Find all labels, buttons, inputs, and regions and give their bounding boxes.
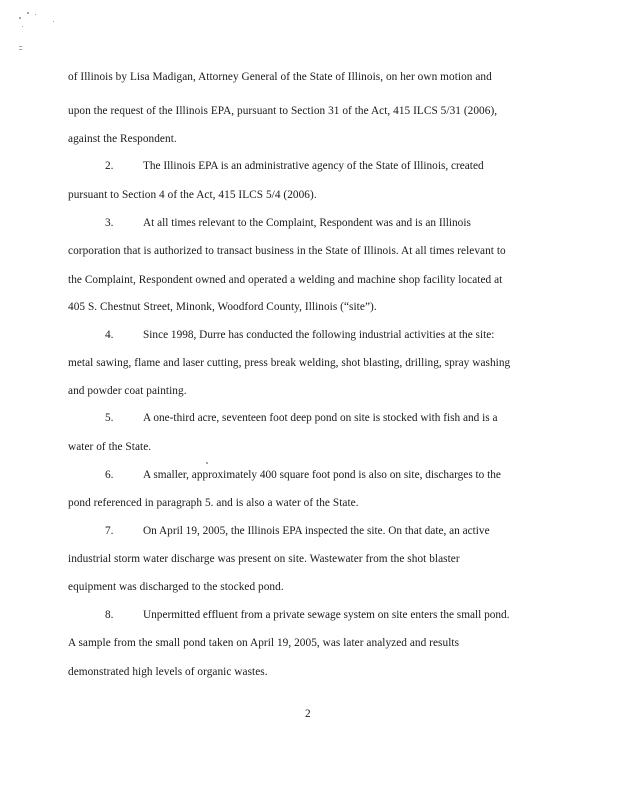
paragraph-first-line: Since 1998, Durre has conducted the following industrial activities at the site: (143, 329, 495, 341)
scan-speck (19, 46, 22, 47)
paragraph-number: 7. (105, 525, 114, 537)
paragraph-first-line: On April 19, 2005, the Illinois EPA inspected the site. On that date, an active (143, 525, 490, 537)
paragraph-line: the Complaint, Respondent owned and operated a welding and machine shop facility located at (68, 274, 503, 286)
paragraph-line: and powder coat painting. (68, 385, 187, 397)
scan-speck (27, 12, 29, 14)
paragraph-line: pond referenced in paragraph 5. and is also a water of the State. (68, 497, 359, 509)
scan-speck (35, 14, 36, 15)
paragraph-number: 8. (105, 609, 114, 621)
paragraph-line: corporation that is authorized to transact business in the State of Illinois. At all times relevant to (68, 245, 506, 257)
paragraph-number: 6. (105, 469, 114, 481)
paragraph-line: water of the State. (68, 441, 152, 453)
paragraph-first-line: Unpermitted effluent from a private sewage system on site enters the small pond. (143, 609, 510, 621)
page-number: 2 (305, 708, 311, 720)
scan-speck (19, 17, 21, 19)
paragraph-number: 3. (105, 217, 114, 229)
intro-line: upon the request of the Illinois EPA, pursuant to Section 31 of the Act, 415 ILCS 5/31 (2006), (68, 105, 498, 117)
paragraph-number: 5. (105, 412, 114, 424)
intro-line: against the Respondent. (68, 133, 177, 145)
paragraph-line: metal sawing, flame and laser cutting, press break welding, shot blasting, drilling, spray washing (68, 357, 511, 369)
intro-line: of Illinois by Lisa Madigan, Attorney General of the State of Illinois, on her own motion and (68, 71, 492, 83)
paragraph-number: 4. (105, 329, 114, 341)
scan-speck (22, 26, 23, 27)
paragraph-line: equipment was discharged to the stocked pond. (68, 581, 284, 593)
paragraph-first-line: The Illinois EPA is an administrative agency of the State of Illinois, created (143, 160, 484, 172)
paragraph-first-line: A one-third acre, seventeen foot deep pond on site is stocked with fish and is a (143, 412, 498, 424)
paragraph-line: A sample from the small pond taken on April 19, 2005, was later analyzed and results (68, 637, 460, 649)
paragraph-line: pursuant to Section 4 of the Act, 415 ILCS 5/4 (2006). (68, 189, 317, 201)
scan-speck (206, 462, 208, 464)
paragraph-first-line: At all times relevant to the Complaint, Respondent was and is an Illinois (143, 217, 471, 229)
paragraph-line: industrial storm water discharge was present on site. Wastewater from the shot blaster (68, 553, 460, 565)
scan-speck (19, 49, 22, 50)
scan-speck (53, 21, 54, 22)
paragraph-line: 405 S. Chestnut Street, Minonk, Woodford County, Illinois (“site”). (68, 301, 377, 313)
paragraph-number: 2. (105, 160, 114, 172)
paragraph-line: demonstrated high levels of organic wastes. (68, 666, 268, 678)
paragraph-first-line: A smaller, approximately 400 square foot pond is also on site, discharges to the (143, 469, 501, 481)
